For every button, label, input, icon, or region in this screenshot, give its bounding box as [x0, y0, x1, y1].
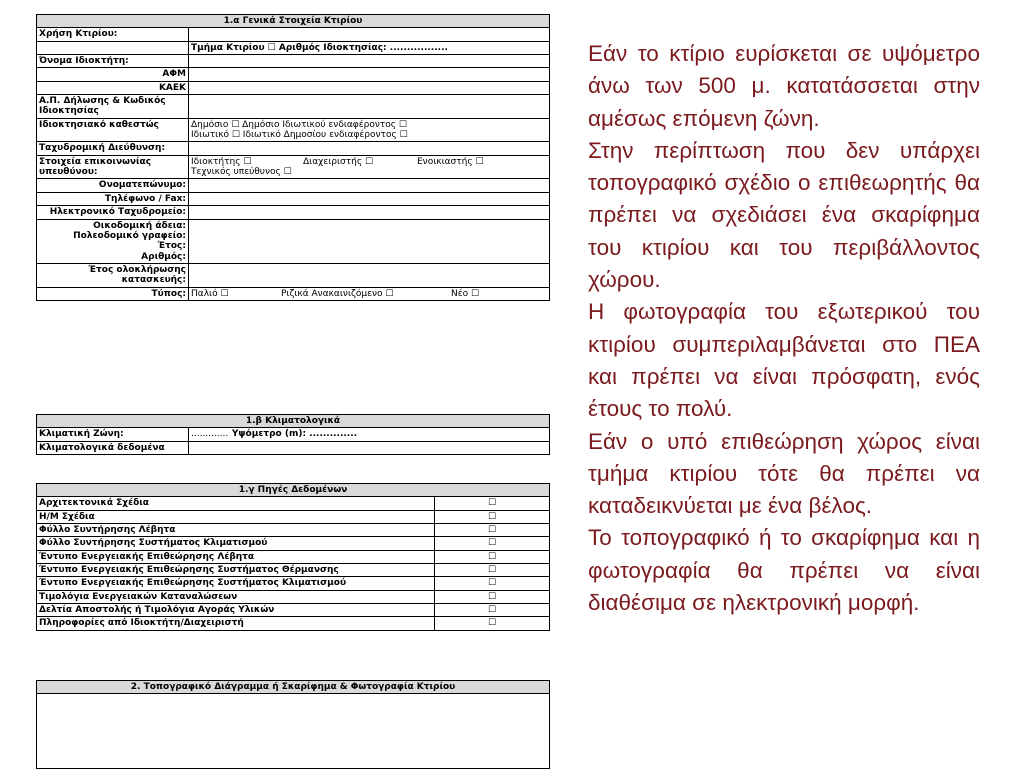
email-label: Ηλεκτρονικό Ταχυδρομείο:	[37, 206, 189, 219]
source-checkbox[interactable]: ☐	[435, 537, 550, 550]
general-info-table	[36, 14, 550, 301]
note-paragraph: Η φωτογραφία του εξωτερικού του κτιρίου συμπεριλαμβάνεται στο ΠΕΑ και πρέπει να είναι πρόσφατη, ενός έτους το πολύ.	[588, 299, 980, 422]
table-row	[37, 564, 550, 577]
source-checkbox[interactable]: ☐	[435, 590, 550, 603]
type-label: Τύπος:	[37, 287, 189, 300]
ownership-line-2: Ιδιωτικό ☐ Ιδιωτικό Δημοσίου ενδιαφέροντος ☐	[191, 130, 408, 141]
data-sources-table	[36, 483, 550, 631]
source-checkbox[interactable]: ☐	[435, 497, 550, 510]
contact-label: Στοιχεία επικοινωνίας υπευθύνου:	[37, 155, 189, 179]
note-paragraph: Εάν το κτίριο ευρίσκεται σε υψόμετρο άνω των 500 μ. κατατάσσεται στην αμέσως επόμενη ζώνη.	[588, 41, 980, 131]
source-item: Φύλλο Συντήρησης Λέβητα	[37, 524, 435, 537]
kaek-label: ΚΑΕΚ	[37, 81, 189, 94]
table-row	[37, 537, 550, 550]
source-item: Έντυπο Ενεργειακής Επιθεώρησης Λέβητα	[37, 550, 435, 563]
fullname-label: Ονοματεπώνυμο:	[37, 179, 189, 192]
table-row	[37, 497, 550, 510]
ownership-label: Ιδιοκτησιακό καθεστώς	[37, 118, 189, 142]
contact-tenant: Ενοικιαστής ☐	[417, 156, 484, 167]
source-checkbox[interactable]: ☐	[435, 510, 550, 523]
table-row	[37, 577, 550, 590]
completion-year-label: Έτος ολοκλήρωσης κατασκευής:	[37, 263, 189, 287]
usage-label: Χρήση Κτιρίου:	[37, 28, 189, 41]
contact-tech: Τεχνικός υπεύθυνος ☐	[191, 167, 292, 178]
postal-address-label: Ταχυδρομική Διεύθυνση:	[37, 142, 189, 155]
note-paragraph: Στην περίπτωση που δεν υπάρχει τοπογραφικό σχέδιο ο επιθεωρητής θα πρέπει να σχεδιάσει ένα σκαρίφημα του κτιρίου και του περιβάλλοντος χώρου.	[588, 137, 980, 293]
source-checkbox[interactable]: ☐	[435, 604, 550, 617]
type-old: Παλιό ☐	[191, 288, 229, 299]
source-checkbox[interactable]: ☐	[435, 577, 550, 590]
zone-value: .............	[191, 429, 229, 440]
section-2-title: 2. Τοπογραφικό Διάγραμμα ή Σκαρίφημα & Φωτογραφία Κτιρίου	[37, 681, 550, 694]
altitude-label: Υψόμετρο (m): ..............	[231, 429, 358, 440]
explanatory-text	[588, 38, 980, 619]
ownership-line-1: Δημόσιο ☐ Δημόσιο Ιδιωτικού ενδιαφέροντος ☐	[191, 119, 407, 130]
sketch-photo-area	[37, 694, 550, 769]
table-row	[37, 617, 550, 630]
contact-owner: Ιδιοκτήτης ☐	[191, 156, 252, 167]
table-row	[37, 590, 550, 603]
ap-label: Α.Π. Δήλωσης & Κωδικός Ιδιοκτησίας	[37, 95, 189, 119]
source-item: Αρχιτεκτονικά Σχέδια	[37, 497, 435, 510]
climate-data-label: Κλιματολογικά δεδομένα	[37, 441, 189, 454]
contact-admin: Διαχειριστής ☐	[303, 156, 374, 167]
table-row	[37, 524, 550, 537]
zone-label: Κλιματική Ζώνη:	[37, 428, 189, 441]
source-item: Τιμολόγια Ενεργειακών Καταναλώσεων	[37, 590, 435, 603]
source-item: Φύλλο Συντήρησης Συστήματος Κλιματισμού	[37, 537, 435, 550]
note-paragraph: Το τοπογραφικό ή το σκαρίφημα και η φωτογραφία θα πρέπει να είναι διαθέσιμα σε ηλεκτρονική μορφή.	[588, 525, 980, 616]
source-checkbox[interactable]: ☐	[435, 524, 550, 537]
phone-fax-label: Τηλέφωνο / Fax:	[37, 192, 189, 205]
source-item: Πληροφορίες από Ιδιοκτήτη/Διαχειριστή	[37, 617, 435, 630]
section-1c-title: 1.γ Πηγές Δεδομένων	[37, 484, 550, 497]
afm-label: ΑΦΜ	[37, 68, 189, 81]
source-item: Η/Μ Σχέδια	[37, 510, 435, 523]
table-row	[37, 510, 550, 523]
usage-value	[189, 28, 550, 41]
climate-table	[36, 414, 550, 455]
source-item: Έντυπο Ενεργειακής Επιθεώρησης Συστήματος Κλιματισμού	[37, 577, 435, 590]
type-renovated: Ριζικά Ανακαινιζόμενο ☐	[281, 288, 394, 299]
permit-label: Οικοδομική άδεια:	[93, 220, 186, 231]
table-row	[37, 550, 550, 563]
urban-office-label: Πολεοδομικό γραφείο:	[73, 230, 186, 241]
source-item: Έντυπο Ενεργειακής Επιθεώρησης Συστήματος Θέρμανσης	[37, 564, 435, 577]
source-item: Δελτία Αποστολής ή Τιμολόγια Αγοράς Υλικών	[37, 604, 435, 617]
year-label: Έτος:	[157, 241, 186, 252]
section-1b-title: 1.β Κλιματολογικά	[37, 415, 550, 428]
source-checkbox[interactable]: ☐	[435, 550, 550, 563]
source-checkbox[interactable]: ☐	[435, 564, 550, 577]
sketch-photo-table	[36, 680, 550, 769]
note-paragraph: Εάν ο υπό επιθεώρηση χώρος είναι τμήμα κτιρίου τότε θα πρέπει να καταδεικνύεται με ένα βέλος.	[588, 428, 980, 519]
source-checkbox[interactable]: ☐	[435, 617, 550, 630]
number-label: Αριθμός:	[141, 251, 186, 262]
table-row	[37, 604, 550, 617]
usage-options: Τμήμα Κτιρίου ☐ Αριθμός Ιδιοκτησίας: .................	[189, 41, 550, 54]
permit-block	[37, 219, 189, 263]
type-new: Νέο ☐	[451, 288, 480, 299]
section-1a-title: 1.α Γενικά Στοιχεία Κτιρίου	[37, 15, 550, 28]
owner-name-label: Όνομα Ιδιοκτήτη:	[37, 55, 189, 68]
